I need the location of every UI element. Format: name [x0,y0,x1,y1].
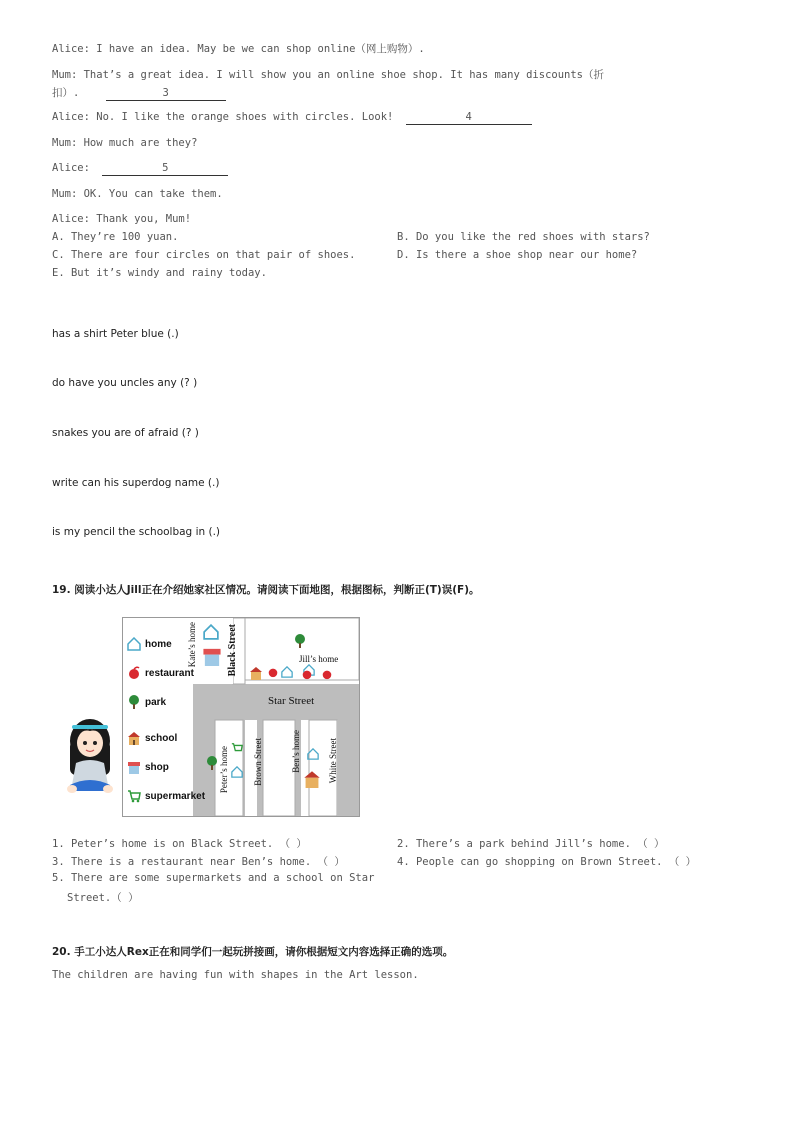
home-icon [281,666,293,678]
question-20-intro: The children are having fun with shapes in the Art lesson. [52,969,419,981]
map-label-peter-home: Peter’s home [219,746,229,794]
option-a: A. They’re 100 yuan. [52,231,179,243]
answer-blank-3[interactable]: 3 [106,87,226,101]
dialogue-line-2: Mum: That’s a great idea. I will show you an online shoe shop. It has many discounts（折 [52,69,605,81]
school-icon [127,731,141,745]
statement-2: 2. There’s a park behind Jill’s home. （ ） [397,838,665,850]
home-icon [203,624,219,640]
map-label-black-street: Black Street [227,624,238,677]
dialogue-line-3-text: 扣）. [52,87,80,99]
statement-3: 3. There is a restaurant near Ben’s home. （ ） [52,856,345,868]
scrambled-item-5: is my pencil the schoolbag in (.) [52,526,221,538]
girl-illustration [60,715,120,795]
tree-icon [127,695,141,709]
legend-restaurant: restaurant [127,665,194,681]
statement-5-line-1: 5. There are some supermarkets and a school on Star [52,872,375,884]
dialogue-line-6-text: Alice: [52,162,90,174]
option-c: C. There are four circles on that pair of shoes. [52,249,356,261]
home-icon [231,766,243,778]
scrambled-item-4: write can his superdog name (.) [52,477,220,489]
question-20-heading: 20. 手工小达人Rex正在和同学们一起玩拼接画，请你根据短文内容选择正确的选项。 [52,946,454,958]
map-label-white-street: White Street [328,738,338,784]
restaurant-icon [127,666,141,680]
legend-park: park [127,694,166,710]
map-label-brown-street: Brown Street [253,738,263,786]
map-label-star-street: Star Street [268,695,315,707]
legend-shop: shop [127,759,169,775]
tree-icon [293,632,307,650]
map-label-jill-home: Jill’s home [299,654,339,664]
dialogue-line-1: Alice: I have an idea. May be we can shop online（网上购物）. [52,43,425,55]
tree-icon [205,754,219,772]
statement-1: 1. Peter’s home is on Black Street. （ ） [52,838,307,850]
dialogue-line-7: Mum: OK. You can take them. [52,188,223,200]
community-map [122,617,360,817]
dialogue-line-8: Alice: Thank you, Mum! [52,213,192,225]
statement-4: 4. People can go shopping on Brown Street. （ ） [397,856,697,868]
shop-icon [201,646,223,666]
home-icon [307,748,319,760]
school-icon [303,770,321,788]
cart-icon [231,742,243,754]
scrambled-item-1: has a shirt Peter blue (.) [52,328,179,340]
legend-home: home [127,636,172,652]
option-e: E. But it’s windy and rainy today. [52,267,267,279]
dialogue-line-4 [52,111,532,125]
home-icon [127,637,141,651]
option-d: D. Is there a shoe shop near our home? [397,249,638,261]
shop-icon [127,760,141,774]
restaurant-icon [267,666,279,678]
school-icon [249,666,263,680]
dialogue-line-3 [52,85,226,101]
legend-supermarket: supermarket [127,788,205,804]
map-label-kate-home: Kate’s home [187,622,197,668]
dialogue-line-5: Mum: How much are they? [52,137,198,149]
legend-school: school [127,730,177,746]
statement-5-line-2: Street.（ ） [67,892,139,904]
answer-blank-5[interactable]: 5 [102,162,228,176]
answer-blank-4[interactable]: 4 [406,111,532,125]
dialogue-line-6 [52,162,228,176]
scrambled-item-2: do have you uncles any (? ) [52,377,198,389]
scrambled-item-3: snakes you are of afraid (? ) [52,427,199,439]
question-19-heading: 19. 阅读小达人Jill正在介绍她家社区情况。请阅读下面地图，根据图标，判断正(T)误(F)。 [52,584,480,596]
map-label-ben-home: Ben’s home [291,730,301,773]
cart-icon [127,789,141,803]
option-b: B. Do you like the red shoes with stars? [397,231,650,243]
dialogue-line-4-text: Alice: No. I like the orange shoes with circles. Look! [52,111,394,123]
restaurant-icon [301,668,313,680]
restaurant-icon [321,668,333,680]
